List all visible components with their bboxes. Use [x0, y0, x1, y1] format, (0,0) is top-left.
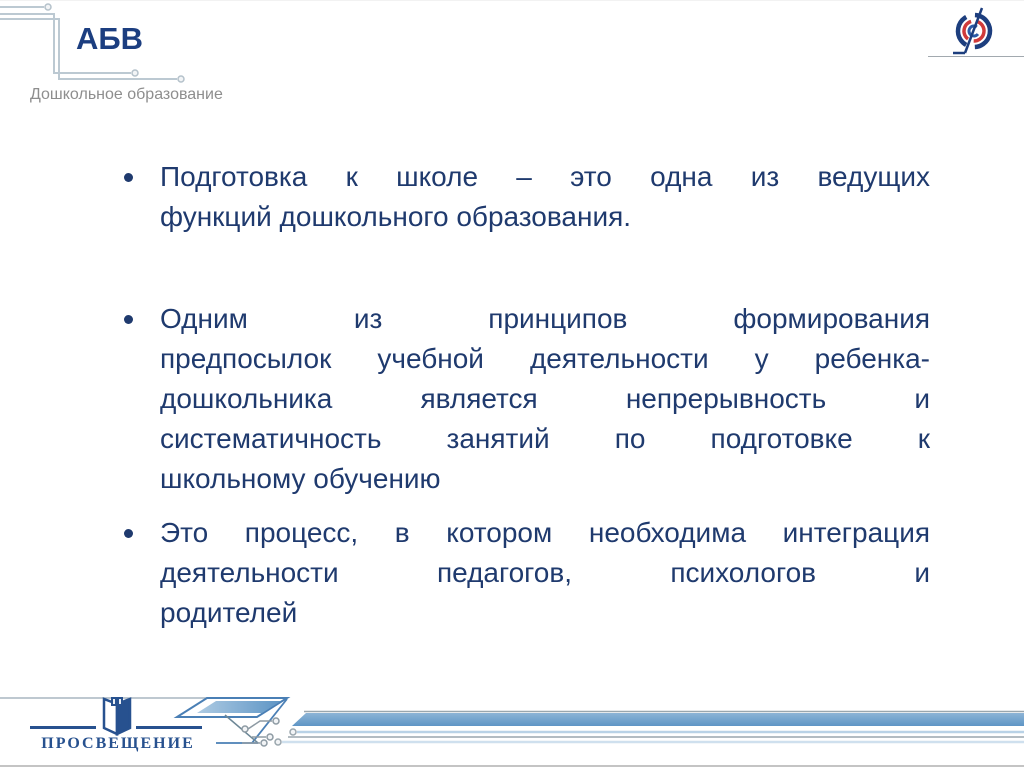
- bullet-text-line: Подготовка к школе – это одна из ведущих: [160, 161, 930, 192]
- bullet-text: [160, 299, 930, 499]
- bullet-text-line: систематичность занятий по подготовке к: [160, 423, 930, 454]
- header-right-rule: [928, 56, 1024, 57]
- publisher-rule-right: [136, 726, 202, 729]
- bullet-marker-icon: [124, 529, 133, 538]
- bullet-text-line: предпосылок учебной деятельности у ребенка-: [160, 343, 930, 374]
- bullet-text-line: дошкольника является непрерывность и: [160, 383, 930, 414]
- bullet-list: [122, 157, 930, 633]
- bullet-text-line: родителей: [160, 597, 298, 628]
- bullet-item: [122, 299, 930, 499]
- certification-logo-icon: [951, 7, 997, 57]
- bullet-item: [122, 157, 930, 237]
- bullet-text: [160, 157, 930, 237]
- bullet-marker-icon: [124, 173, 133, 182]
- bullet-marker-icon: [124, 315, 133, 324]
- publisher-name: ПРОСВЕЩЕНИЕ: [41, 735, 195, 752]
- bullet-text-line: деятельности педагогов, психологов и: [160, 557, 930, 588]
- brand-subtitle: Дошкольное образование: [30, 86, 223, 103]
- bullet-text: [160, 513, 930, 633]
- publisher-rule-left: [30, 726, 96, 729]
- open-book-icon: [100, 697, 134, 737]
- bullet-text-line: функций дошкольного образования.: [160, 201, 632, 232]
- bullet-text-line: Это процесс, в котором необходима интеграция: [160, 517, 930, 548]
- publisher-logo: [28, 695, 208, 757]
- bullet-text-line: Одним из принципов формирования: [160, 303, 930, 334]
- brand-abbr: АБВ: [76, 21, 144, 56]
- bullet-text-line: школьному обучению: [160, 463, 441, 494]
- bullet-item: [122, 513, 930, 633]
